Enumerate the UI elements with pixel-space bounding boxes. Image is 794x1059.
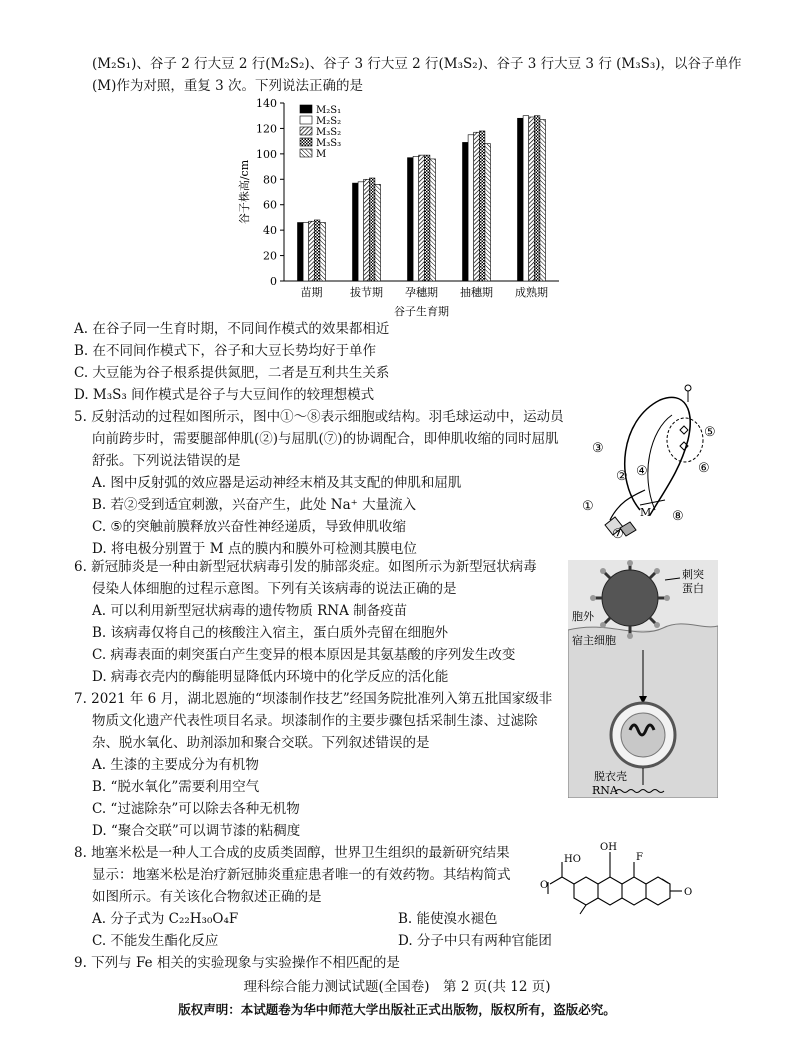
q5-stem-line3: 舒张。下列说法错误的是	[92, 453, 241, 469]
legend-swatch	[300, 116, 312, 124]
q7-option-b: B. “脱水氧化”需要利用空气	[92, 779, 260, 795]
q4-option-d: D. M₃S₃ 间作模式是谷子与大豆间作的较理想模式	[74, 387, 375, 403]
label-3: ③	[592, 441, 604, 456]
bar	[408, 158, 414, 281]
spinal-cord-outline	[625, 397, 690, 515]
x-tick-label: 拔节期	[350, 286, 383, 299]
label-f: F	[636, 852, 643, 863]
bar	[375, 184, 381, 281]
q8-option-d: D. 分子中只有两种官能团	[398, 933, 552, 949]
x-tick-label: 苗期	[300, 286, 323, 299]
q6-option-a: A. 可以利用新型冠状病毒的遗传物质 RNA 制备疫苗	[92, 603, 408, 619]
plant-height-bar-chart	[234, 95, 564, 320]
y-tick-label: 120	[256, 122, 277, 136]
legend-swatch	[300, 149, 312, 157]
y-tick-label: 100	[256, 147, 277, 161]
bar	[413, 156, 419, 281]
label-oh-top: OH	[600, 842, 617, 853]
bar	[529, 117, 535, 281]
q4-option-a: A. 在谷子同一生育时期，不同间作模式的效果都相近	[74, 321, 390, 337]
q5-option-a: A. 图中反射弧的效应器是运动神经末梢及其支配的伸肌和屈肌	[92, 475, 462, 491]
y-axis-label: 谷子株高/cm	[238, 159, 251, 225]
x-axis-label: 谷子生育期	[394, 305, 449, 318]
bar	[479, 131, 485, 281]
q7-option-a: A. 生漆的主要成分为有机物	[92, 757, 259, 773]
q5-option-d: D. 将电极分别置于 M 点的膜内和膜外可检测其膜电位	[92, 541, 417, 557]
label-rna: RNA	[592, 784, 618, 797]
q6-option-d: D. 病毒衣壳内的酶能明显降低内环境中的化学反应的活化能	[92, 669, 449, 685]
q8-stem-line1: 8. 地塞米松是一种人工合成的皮质类固醇，世界卫生组织的最新研究结果	[74, 845, 510, 861]
y-tick-label: 80	[263, 173, 277, 187]
q8-stem-line2: 显示：地塞米松是治疗新冠肺炎重症患者唯一的有效药物。其结构简式	[92, 867, 511, 883]
q7-stem-line3: 杂、脱水氧化、助剂添加和聚合交联。下列叙述错误的是	[92, 735, 430, 751]
label-4: ④	[636, 464, 648, 479]
bar	[485, 144, 491, 281]
bar	[314, 220, 320, 281]
q5-stem-line1: 5. 反射活动的过程如图所示，图中①～⑧表示细胞或结构。羽毛球运动中，运动员	[74, 409, 564, 425]
bar	[463, 142, 469, 281]
q8-option-c: C. 不能发生酯化反应	[92, 933, 219, 949]
x-tick-label: 成熟期	[515, 286, 548, 299]
y-tick-label: 20	[263, 249, 277, 263]
bar	[298, 223, 304, 281]
label-2: ②	[616, 469, 628, 484]
q6-stem-line1: 6. 新冠肺炎是一种由新型冠状病毒引发的肺部炎症。如图所示为新型冠状病毒	[74, 559, 537, 575]
endosome-icon	[611, 703, 675, 767]
q5-option-b: B. 若②受到适宜刺激，兴奋产生，此处 Na⁺ 大量流入	[92, 497, 417, 513]
label-o-ring: O	[684, 887, 693, 898]
bar	[468, 135, 474, 281]
y-tick-label: 140	[256, 97, 277, 110]
label-6: ⑥	[698, 461, 710, 476]
legend-label: M₂S₂	[316, 116, 342, 127]
q4-option-c: C. 大豆能为谷子根系提供氮肥，二者是互利共生关系	[74, 365, 390, 381]
electrode-icon	[685, 385, 691, 391]
bar	[309, 221, 315, 281]
q4-option-b: B. 在不同间作模式下，谷子和大豆长势均好于单作	[74, 343, 377, 359]
bar	[303, 223, 309, 281]
virus-particle-icon	[590, 560, 670, 639]
page-footer: 理科综合能力测试试题(全国卷) 第 2 页(共 12 页)	[243, 979, 551, 995]
q7-option-c: C. “过滤除杂”可以除去各种无机物	[92, 801, 300, 817]
label-extracellular: 胞外	[572, 610, 594, 623]
label-8: ⑧	[672, 509, 684, 524]
label-1: ①	[582, 499, 594, 514]
bar	[358, 182, 364, 281]
bar	[518, 118, 524, 281]
label-m: M	[640, 506, 652, 519]
q3-text-line1: (M₂S₁)、谷子 2 行大豆 2 行(M₂S₂)、谷子 3 行大豆 2 行(M₃S₂)、谷子 3 行大豆 3 行 (M₃S₃)，以谷子单作	[92, 56, 742, 72]
legend-swatch	[300, 138, 312, 146]
q7-stem-line1: 7. 2021 年 6 月，湖北恩施的“坝漆制作技艺”经国务院批准列入第五批国家级非	[74, 691, 553, 707]
bar	[419, 155, 425, 281]
legend-label: M₂S₁	[316, 105, 342, 116]
dexamethasone-structure	[540, 822, 735, 922]
x-tick-label: 孕穗期	[405, 286, 438, 299]
label-uncoating: 脱衣壳	[594, 770, 627, 783]
synapse-dashed-circle	[667, 418, 703, 462]
bar	[364, 179, 370, 281]
q8-option-b: B. 能使溴水褪色	[398, 911, 498, 927]
reflex-arc-figure	[580, 380, 730, 540]
q5-option-c: C. ⑤的突触前膜释放兴奋性神经递质，导致伸肌收缩	[92, 519, 407, 535]
legend-label: M₃S₂	[316, 127, 342, 138]
q6-option-c: C. 病毒表面的刺突蛋白产生变异的根本原因是其氨基酸的序列发生改变	[92, 647, 516, 663]
label-spike: 刺突	[682, 568, 704, 581]
legend-swatch	[300, 105, 312, 113]
label-protein: 蛋白	[682, 582, 704, 595]
label-host-cell: 宿主细胞	[572, 634, 616, 647]
q7-option-d: D. “聚合交联”可以调节漆的粘稠度	[92, 823, 301, 839]
virus-infection-figure	[568, 560, 718, 798]
label-7: ⑦	[612, 527, 624, 540]
bar	[320, 223, 326, 281]
bar	[523, 116, 529, 281]
y-tick-label: 40	[263, 224, 277, 238]
y-tick-label: 0	[270, 275, 277, 288]
bar	[430, 159, 436, 281]
q5-stem-line2: 向前跨步时，需要腿部伸肌(②)与屈肌(⑦)的协调配合，即伸肌收缩的同时屈肌	[92, 431, 559, 447]
bar	[369, 178, 375, 281]
q3-text-line2: (M)作为对照，重复 3 次。下列说法正确的是	[92, 78, 364, 94]
label-ho: HO	[564, 854, 581, 865]
q6-option-b: B. 该病毒仅将自己的核酸注入宿主，蛋白质外壳留在细胞外	[92, 625, 449, 641]
bar	[424, 155, 430, 281]
bar	[474, 132, 480, 281]
bar	[534, 116, 540, 281]
y-tick-label: 60	[263, 198, 277, 212]
q7-stem-line2: 物质文化遗产代表性项目名录。坝漆制作的主要步骤包括采制生漆、过滤除	[92, 713, 538, 729]
label-5: ⑤	[704, 425, 716, 440]
q8-stem-line3: 如图所示。有关该化合物叙述正确的是	[92, 889, 322, 905]
q6-stem-line2: 侵染人体细胞的过程示意图。下列有关该病毒的说法正确的是	[92, 581, 457, 597]
q8-option-a: A. 分子式为 C₂₂H₃₀O₄F	[92, 911, 239, 927]
x-tick-label: 抽穗期	[460, 286, 493, 299]
q9-stem-line1: 9. 下列与 Fe 相关的实验现象与实验操作不相匹配的是	[74, 955, 400, 971]
legend-label: M	[316, 149, 327, 160]
legend-label: M₃S₃	[316, 138, 342, 149]
legend-swatch	[300, 127, 312, 135]
bar	[540, 120, 546, 281]
copyright-notice: 版权声明：本试题卷为华中师范大学出版社正式出版物，版权所有，盗版必究。	[178, 1002, 616, 1017]
bar	[353, 183, 359, 281]
label-o-ketone: O	[540, 880, 549, 891]
